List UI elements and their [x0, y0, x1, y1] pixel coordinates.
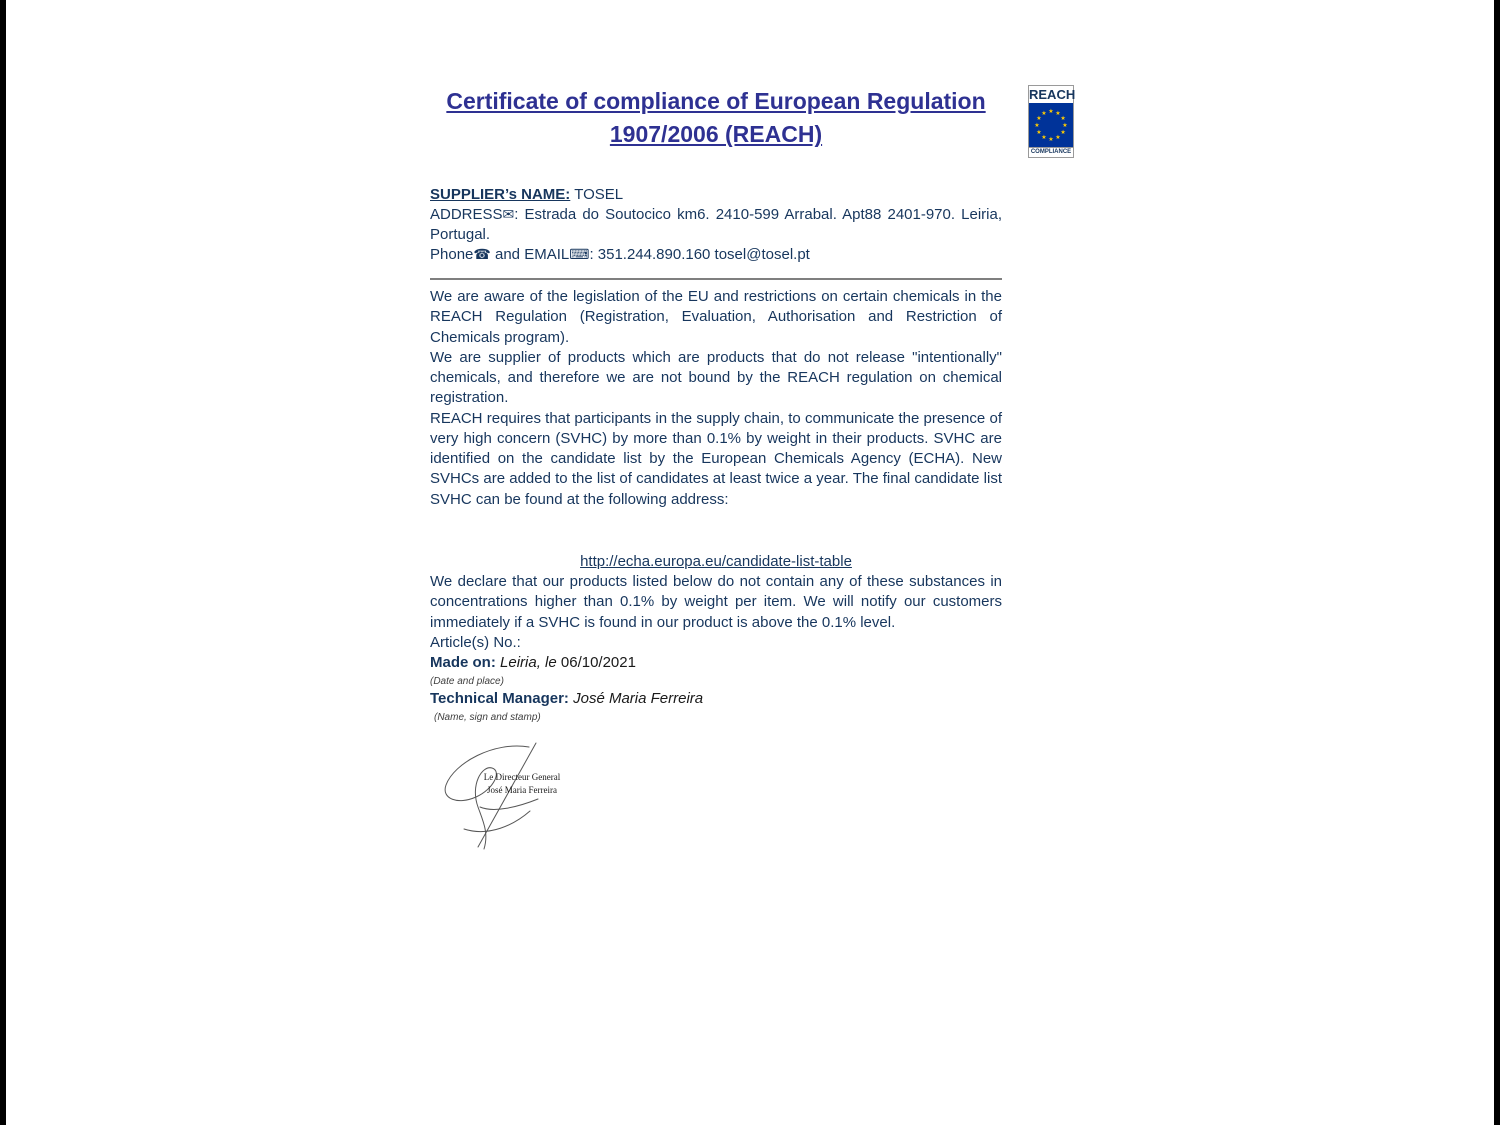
page-title	[430, 85, 1002, 152]
technical-manager-label: Technical Manager:	[430, 689, 569, 707]
paragraph-declaration: We declare that our products listed below do not contain any of these substances in concentrations higher than 0.1% by weight per item. We will notify our customers immediately if a SVHC is found in our product is above the 0.1% level.	[430, 573, 1002, 631]
svg-text:★: ★	[1055, 109, 1061, 117]
compliance-logo-text: COMPLIANCE	[1030, 149, 1072, 155]
stamp-line1: Le Directeur General	[483, 771, 561, 782]
supplier-name-value: TOSEL	[570, 185, 624, 203]
stamp-text	[462, 771, 582, 798]
supplier-name-label: SUPPLIER’s NAME:	[430, 185, 571, 203]
document-body	[430, 85, 1002, 851]
svg-text:★: ★	[1036, 115, 1042, 122]
paragraph-legislation: We are aware of the legislation of the EU and restrictions on certain chemicals in the REACH Regulation (Registration, Evaluation, Authorisation and Restriction of Chemicals program).	[430, 288, 1002, 346]
svg-text:★: ★	[1041, 134, 1047, 142]
svg-text:★: ★	[1034, 122, 1040, 129]
candidate-list-link[interactable]: http://echa.europa.eu/candidate-list-table	[580, 552, 852, 570]
svg-text:★: ★	[1060, 129, 1066, 136]
reach-logo-text: REACH	[1029, 87, 1076, 102]
supplier-address-line	[430, 205, 1002, 246]
computer-icon: ⌨	[569, 246, 590, 263]
svg-text:★: ★	[1060, 115, 1066, 122]
made-on-line	[430, 653, 1002, 673]
paragraph-svhc-requirements: REACH requires that participants in the supply chain, to communicate the presence of very high concern (SVHC) by more than 0.1% by weight in their products. SVHC are identified on the candidate list by the European Chemicals Agency (ECHA). New SVHCs are added to the list of candidates at least twice a year. The final candidate list SVHC can be found at the following address:	[430, 409, 1002, 508]
signature-stamp	[434, 741, 604, 851]
scan-edge-right	[1494, 0, 1500, 1125]
phone-email-value: : 351.244.890.160 tosel@tosel.pt	[589, 246, 810, 264]
made-on-label: Made on:	[430, 654, 496, 672]
paragraph-supplier-statement: We are supplier of products which are products that do not release "intentionally" chemicals, and therefore we are not bound by the REACH regulation on chemical registration.	[430, 348, 1002, 407]
scan-edge-left	[0, 0, 6, 1125]
address-label: ADDRESS	[430, 205, 503, 223]
technical-manager-line	[430, 689, 1002, 709]
date-place-note: (Date and place)	[430, 676, 504, 688]
svg-text:★: ★	[1036, 129, 1042, 136]
header-divider	[430, 278, 1002, 280]
name-sign-note: (Name, sign and stamp)	[434, 712, 541, 724]
title-line2: 1907/2006 (REACH)	[609, 121, 823, 148]
stamp-line2: José Maria Ferreira	[487, 785, 557, 796]
technical-manager-value: José Maria Ferreira	[568, 689, 704, 707]
svg-text:★: ★	[1055, 134, 1061, 142]
telephone-icon: ☎	[473, 246, 491, 263]
svg-text:★: ★	[1041, 109, 1047, 117]
svg-text:★: ★	[1062, 122, 1068, 129]
phone-label: Phone	[430, 246, 474, 264]
supplier-phone-line	[430, 245, 1002, 265]
made-on-place: Leiria, le	[495, 654, 557, 672]
supplier-block	[430, 185, 1002, 266]
supplier-name-line	[430, 185, 1002, 205]
reach-compliance-logo	[1028, 85, 1074, 158]
article-number-line: Article(s) No.:	[430, 633, 521, 651]
svg-text:★: ★	[1048, 136, 1054, 143]
svg-text:★: ★	[1048, 108, 1054, 115]
eu-flag-icon	[1029, 103, 1073, 147]
made-on-date: 06/10/2021	[556, 654, 636, 672]
envelope-icon: ✉	[502, 205, 515, 222]
address-value: : Estrada do Soutocico km6. 2410-599 Arrabal. Apt88 2401-970. Leiria, Portugal.	[430, 205, 1002, 244]
title-line1: Certificate of compliance of European Regulation	[446, 88, 986, 114]
email-label: and EMAIL	[490, 246, 570, 264]
